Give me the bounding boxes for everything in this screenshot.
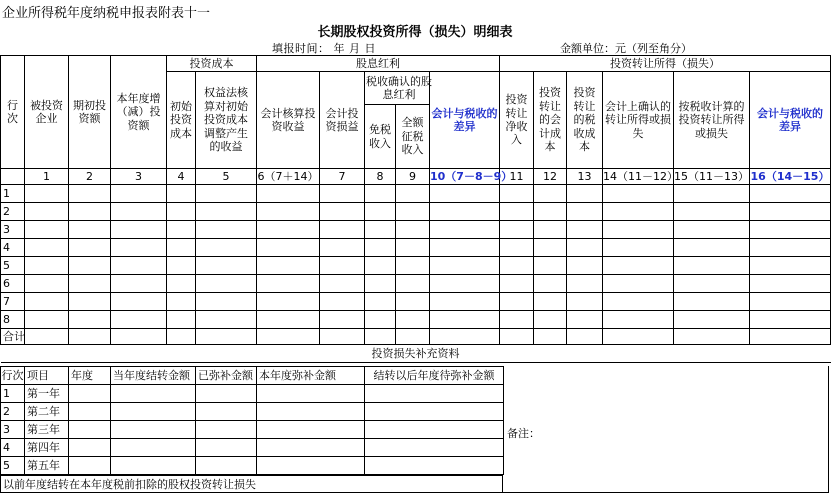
table-cell[interactable] bbox=[567, 257, 603, 275]
table-cell[interactable] bbox=[196, 403, 257, 421]
header-diff-dividend: 会计与税收的差异 bbox=[430, 72, 500, 169]
table-cell[interactable] bbox=[603, 329, 674, 345]
table-cell[interactable] bbox=[430, 311, 500, 329]
table-cell[interactable] bbox=[534, 293, 567, 311]
table-cell[interactable] bbox=[567, 221, 603, 239]
table-cell[interactable] bbox=[320, 185, 365, 203]
supp-header-carried: 当年度结转金额 bbox=[111, 367, 196, 385]
table-cell[interactable] bbox=[750, 239, 831, 257]
table-cell[interactable] bbox=[750, 293, 831, 311]
table-row bbox=[1, 221, 831, 239]
form-title: 长期股权投资所得（损失）明细表 bbox=[317, 25, 513, 40]
table-cell[interactable] bbox=[69, 311, 111, 329]
table-cell[interactable] bbox=[430, 239, 500, 257]
table-cell[interactable] bbox=[320, 221, 365, 239]
table-cell[interactable] bbox=[365, 403, 504, 421]
table-row bbox=[1, 275, 831, 293]
table-cell[interactable] bbox=[111, 439, 196, 457]
table-cell[interactable] bbox=[567, 203, 603, 221]
main-table bbox=[0, 55, 831, 363]
table-cell[interactable] bbox=[167, 185, 196, 203]
table-cell[interactable] bbox=[196, 185, 257, 203]
table-cell[interactable] bbox=[196, 421, 257, 439]
table-cell[interactable] bbox=[396, 329, 430, 345]
col-number: 12 bbox=[534, 169, 567, 185]
table-cell[interactable] bbox=[534, 203, 567, 221]
supp-header-remaining: 结转以后年度待弥补金额 bbox=[365, 367, 504, 385]
table-cell[interactable] bbox=[430, 275, 500, 293]
supp-header-offset: 已弥补金额 bbox=[196, 367, 257, 385]
header-tax-transfer-gain: 按税收计算的投资转让所得或损失 bbox=[674, 72, 750, 169]
row-number: 8 bbox=[1, 311, 25, 329]
supplement-row bbox=[1, 385, 504, 403]
table-cell[interactable] bbox=[69, 457, 111, 475]
col-number: 13 bbox=[567, 169, 603, 185]
table-cell[interactable] bbox=[257, 185, 320, 203]
table-cell[interactable] bbox=[534, 257, 567, 275]
table-cell[interactable] bbox=[257, 257, 320, 275]
table-cell[interactable] bbox=[674, 275, 750, 293]
col-number: 16（14－15） bbox=[750, 169, 830, 183]
col-number: 9 bbox=[396, 169, 430, 185]
supp-row-number: 3 bbox=[1, 421, 25, 439]
header-investee: 被投资企业 bbox=[25, 56, 69, 169]
table-cell[interactable] bbox=[500, 257, 534, 275]
col-number: 7 bbox=[320, 169, 365, 185]
table-cell[interactable] bbox=[567, 329, 603, 345]
header-transfer-tax-cost: 投资转让的税收成本 bbox=[567, 72, 603, 169]
table-cell[interactable] bbox=[69, 421, 111, 439]
table-cell[interactable] bbox=[167, 329, 196, 345]
table-cell[interactable] bbox=[396, 275, 430, 293]
table-row bbox=[1, 257, 831, 275]
table-cell[interactable] bbox=[69, 439, 111, 457]
table-cell[interactable] bbox=[365, 385, 504, 403]
table-cell[interactable] bbox=[320, 329, 365, 345]
table-cell[interactable] bbox=[674, 221, 750, 239]
supp-row-number: 4 bbox=[1, 439, 25, 457]
table-cell[interactable] bbox=[111, 457, 196, 475]
table-cell[interactable] bbox=[69, 221, 111, 239]
supp-row-item: 第一年 bbox=[25, 385, 69, 403]
header-group-cost: 投资成本 bbox=[167, 56, 257, 72]
header-diff-transfer: 会计与税收的差异 bbox=[750, 72, 831, 169]
table-cell[interactable] bbox=[365, 203, 396, 221]
table-cell[interactable] bbox=[534, 311, 567, 329]
table-cell[interactable] bbox=[196, 293, 257, 311]
table-cell[interactable] bbox=[111, 421, 196, 439]
total-label: 合计 bbox=[1, 329, 25, 345]
table-cell[interactable] bbox=[196, 221, 257, 239]
table-cell[interactable] bbox=[25, 185, 69, 203]
table-cell[interactable] bbox=[500, 293, 534, 311]
table-cell[interactable] bbox=[196, 275, 257, 293]
table-cell[interactable] bbox=[320, 203, 365, 221]
table-cell[interactable] bbox=[534, 275, 567, 293]
table-cell[interactable] bbox=[603, 311, 674, 329]
table-cell[interactable] bbox=[257, 439, 365, 457]
table-cell[interactable] bbox=[603, 239, 674, 257]
table-cell[interactable] bbox=[196, 257, 257, 275]
header-tax-dividend: 税收确认的股息红利 bbox=[365, 72, 430, 105]
table-cell[interactable] bbox=[396, 293, 430, 311]
table-cell[interactable] bbox=[111, 221, 167, 239]
table-cell[interactable] bbox=[167, 221, 196, 239]
row-number: 2 bbox=[1, 203, 25, 221]
table-cell[interactable] bbox=[365, 221, 396, 239]
table-cell[interactable] bbox=[674, 293, 750, 311]
table-cell[interactable] bbox=[111, 403, 196, 421]
table-cell[interactable] bbox=[111, 329, 167, 345]
table-cell[interactable] bbox=[674, 239, 750, 257]
table-cell[interactable] bbox=[257, 421, 365, 439]
table-cell[interactable] bbox=[500, 275, 534, 293]
table-cell[interactable] bbox=[674, 329, 750, 345]
table-cell[interactable] bbox=[320, 293, 365, 311]
table-cell[interactable] bbox=[674, 185, 750, 203]
table-cell[interactable] bbox=[167, 275, 196, 293]
table-cell[interactable] bbox=[430, 329, 500, 345]
col-number: 10（7－8－9） bbox=[430, 169, 513, 183]
table-cell[interactable] bbox=[567, 239, 603, 257]
table-cell[interactable] bbox=[167, 257, 196, 275]
table-cell[interactable] bbox=[603, 257, 674, 275]
table-cell[interactable] bbox=[257, 329, 320, 345]
table-cell[interactable] bbox=[257, 385, 365, 403]
table-cell[interactable] bbox=[320, 239, 365, 257]
table-cell[interactable] bbox=[167, 311, 196, 329]
row-number: 1 bbox=[1, 185, 25, 203]
table-cell[interactable] bbox=[257, 457, 365, 475]
table-row bbox=[1, 311, 831, 329]
supplement-row bbox=[1, 421, 504, 439]
prior-year-loss-note: 以前年度结转在本年度税前扣除的股权投资转让损失 bbox=[0, 475, 503, 493]
table-cell[interactable] bbox=[111, 311, 167, 329]
table-cell[interactable] bbox=[69, 293, 111, 311]
supplement-header-row bbox=[1, 367, 504, 385]
table-cell[interactable] bbox=[167, 203, 196, 221]
table-cell[interactable] bbox=[750, 203, 831, 221]
table-cell[interactable] bbox=[534, 221, 567, 239]
table-cell[interactable] bbox=[534, 239, 567, 257]
table-cell[interactable] bbox=[196, 385, 257, 403]
table-cell[interactable] bbox=[257, 311, 320, 329]
table-cell[interactable] bbox=[430, 257, 500, 275]
amount-unit: 金额单位：元（列至角分） bbox=[560, 42, 692, 55]
supplement-row bbox=[1, 403, 504, 421]
header-transfer-net: 投资转让净收入 bbox=[500, 72, 534, 169]
table-cell[interactable] bbox=[396, 311, 430, 329]
table-cell[interactable] bbox=[69, 403, 111, 421]
header-acct-income: 会计核算投资收益 bbox=[257, 72, 320, 169]
table-cell[interactable] bbox=[320, 311, 365, 329]
table-cell[interactable] bbox=[603, 275, 674, 293]
col-number: 4 bbox=[167, 169, 196, 185]
table-row bbox=[1, 203, 831, 221]
table-cell[interactable] bbox=[365, 421, 504, 439]
table-cell[interactable] bbox=[69, 185, 111, 203]
column-number-row bbox=[1, 169, 831, 185]
table-cell[interactable] bbox=[69, 239, 111, 257]
table-cell[interactable] bbox=[167, 239, 196, 257]
table-cell[interactable] bbox=[750, 257, 831, 275]
table-cell[interactable] bbox=[365, 439, 504, 457]
table-row bbox=[1, 293, 831, 311]
table-cell[interactable] bbox=[534, 185, 567, 203]
table-cell[interactable] bbox=[25, 311, 69, 329]
table-cell[interactable] bbox=[111, 385, 196, 403]
table-cell[interactable] bbox=[365, 239, 396, 257]
table-cell[interactable] bbox=[603, 293, 674, 311]
header-row-no: 行次 bbox=[1, 56, 25, 169]
col-number: 1 bbox=[25, 169, 69, 185]
table-cell[interactable] bbox=[567, 185, 603, 203]
row-number: 4 bbox=[1, 239, 25, 257]
table-cell[interactable] bbox=[750, 311, 831, 329]
table-cell[interactable] bbox=[196, 457, 257, 475]
table-cell[interactable] bbox=[111, 257, 167, 275]
table-cell[interactable] bbox=[111, 275, 167, 293]
supp-row-item: 第二年 bbox=[25, 403, 69, 421]
table-cell[interactable] bbox=[603, 203, 674, 221]
col-number: 2 bbox=[69, 169, 111, 185]
supp-row-item: 第五年 bbox=[25, 457, 69, 475]
table-cell[interactable] bbox=[25, 275, 69, 293]
table-cell[interactable] bbox=[500, 311, 534, 329]
supp-row-item: 第四年 bbox=[25, 439, 69, 457]
table-cell[interactable] bbox=[396, 239, 430, 257]
table-cell[interactable] bbox=[111, 203, 167, 221]
supp-row-item: 第三年 bbox=[25, 421, 69, 439]
table-cell[interactable] bbox=[430, 185, 500, 203]
table-cell[interactable] bbox=[396, 257, 430, 275]
table-cell[interactable] bbox=[750, 185, 831, 203]
form-caption: 企业所得税年度纳税申报表附表十一 bbox=[2, 6, 211, 21]
header-equity-adjust: 权益法核算对初始投资成本调整产生的收益 bbox=[196, 72, 257, 169]
table-cell[interactable] bbox=[69, 385, 111, 403]
row-number: 3 bbox=[1, 221, 25, 239]
col-number: 3 bbox=[111, 169, 167, 185]
table-cell[interactable] bbox=[396, 185, 430, 203]
table-cell[interactable] bbox=[111, 239, 167, 257]
table-cell[interactable] bbox=[365, 293, 396, 311]
table-cell[interactable] bbox=[257, 203, 320, 221]
supplement-title: 投资损失补充资料 bbox=[1, 345, 831, 363]
supp-row-number: 5 bbox=[1, 457, 25, 475]
col-number: 11 bbox=[500, 169, 534, 185]
header-tax-full: 全额征税收入 bbox=[396, 105, 430, 169]
table-cell[interactable] bbox=[674, 257, 750, 275]
table-cell[interactable] bbox=[500, 221, 534, 239]
col-number: 5 bbox=[196, 169, 257, 185]
supplement-table bbox=[0, 366, 504, 475]
table-cell[interactable] bbox=[25, 239, 69, 257]
header-change: 本年度增（减）投资额 bbox=[111, 56, 167, 169]
table-cell[interactable] bbox=[430, 203, 500, 221]
table-cell[interactable] bbox=[365, 257, 396, 275]
table-cell[interactable] bbox=[196, 239, 257, 257]
table-cell[interactable] bbox=[25, 293, 69, 311]
row-number: 6 bbox=[1, 275, 25, 293]
table-cell[interactable] bbox=[196, 311, 257, 329]
supplement-row bbox=[1, 457, 504, 475]
supp-header-row-no: 行次 bbox=[1, 367, 25, 385]
header-group-dividend: 股息红利 bbox=[257, 56, 500, 72]
table-cell[interactable] bbox=[196, 203, 257, 221]
table-cell[interactable] bbox=[567, 275, 603, 293]
table-cell[interactable] bbox=[69, 203, 111, 221]
table-cell[interactable] bbox=[396, 203, 430, 221]
table-cell[interactable] bbox=[196, 439, 257, 457]
col-number: 8 bbox=[365, 169, 396, 185]
table-cell[interactable] bbox=[430, 293, 500, 311]
table-cell[interactable] bbox=[365, 311, 396, 329]
table-cell[interactable] bbox=[365, 275, 396, 293]
table-row bbox=[1, 185, 831, 203]
table-cell[interactable] bbox=[674, 311, 750, 329]
table-cell[interactable] bbox=[257, 403, 365, 421]
table-cell[interactable] bbox=[25, 221, 69, 239]
table-cell[interactable] bbox=[257, 239, 320, 257]
supplement-row bbox=[1, 439, 504, 457]
table-row bbox=[1, 239, 831, 257]
table-cell[interactable] bbox=[257, 293, 320, 311]
header-begin-amount: 期初投资额 bbox=[69, 56, 111, 169]
table-cell[interactable] bbox=[365, 329, 396, 345]
header-tax-exempt: 免税收入 bbox=[365, 105, 396, 169]
table-cell[interactable] bbox=[603, 221, 674, 239]
table-cell[interactable] bbox=[25, 257, 69, 275]
supp-header-year: 年度 bbox=[69, 367, 111, 385]
row-number: 5 bbox=[1, 257, 25, 275]
supp-row-number: 2 bbox=[1, 403, 25, 421]
supp-row-number: 1 bbox=[1, 385, 25, 403]
header-acct-invest-gain: 会计投资损益 bbox=[320, 72, 365, 169]
col-number: 14（11－12） bbox=[603, 169, 678, 183]
table-cell[interactable] bbox=[320, 257, 365, 275]
supp-header-item: 项目 bbox=[25, 367, 69, 385]
table-cell[interactable] bbox=[430, 221, 500, 239]
table-cell[interactable] bbox=[167, 293, 196, 311]
table-cell[interactable] bbox=[25, 203, 69, 221]
table-cell[interactable] bbox=[674, 203, 750, 221]
col-number: 6（7＋14） bbox=[257, 169, 319, 183]
table-cell[interactable] bbox=[69, 257, 111, 275]
table-cell[interactable] bbox=[750, 221, 831, 239]
remark-area[interactable] bbox=[503, 366, 829, 493]
table-cell[interactable] bbox=[25, 329, 69, 345]
row-number: 7 bbox=[1, 293, 25, 311]
fill-time: 填报时间： 年 月 日 bbox=[272, 42, 376, 55]
table-cell[interactable] bbox=[500, 185, 534, 203]
table-cell[interactable] bbox=[111, 185, 167, 203]
table-cell[interactable] bbox=[534, 329, 567, 345]
table-cell[interactable] bbox=[257, 221, 320, 239]
table-cell[interactable] bbox=[500, 329, 534, 345]
table-cell[interactable] bbox=[396, 221, 430, 239]
table-cell[interactable] bbox=[365, 185, 396, 203]
remark-label: 备注： bbox=[507, 427, 540, 440]
table-cell[interactable] bbox=[69, 329, 111, 345]
table-cell[interactable] bbox=[500, 239, 534, 257]
header-group-transfer: 投资转让所得（损失） bbox=[500, 56, 831, 72]
table-cell[interactable] bbox=[500, 203, 534, 221]
table-cell[interactable] bbox=[111, 293, 167, 311]
col-number: 15（11－13） bbox=[674, 169, 749, 183]
total-row bbox=[1, 329, 831, 345]
supp-header-current-offset: 本年度弥补金额 bbox=[257, 367, 365, 385]
table-cell[interactable] bbox=[603, 185, 674, 203]
table-cell[interactable] bbox=[196, 329, 257, 345]
table-cell[interactable] bbox=[257, 275, 320, 293]
header-transfer-acct-cost: 投资转让的会计成本 bbox=[534, 72, 567, 169]
table-cell[interactable] bbox=[750, 329, 831, 345]
header-initial-cost: 初始投资成本 bbox=[167, 72, 196, 169]
table-cell[interactable] bbox=[567, 311, 603, 329]
table-cell[interactable] bbox=[750, 275, 831, 293]
col-number-blank bbox=[1, 169, 25, 185]
table-cell[interactable] bbox=[69, 275, 111, 293]
table-cell[interactable] bbox=[365, 457, 504, 475]
header-acct-transfer-gain: 会计上确认的转让所得或损失 bbox=[603, 72, 674, 169]
table-cell[interactable] bbox=[320, 275, 365, 293]
table-cell[interactable] bbox=[567, 293, 603, 311]
